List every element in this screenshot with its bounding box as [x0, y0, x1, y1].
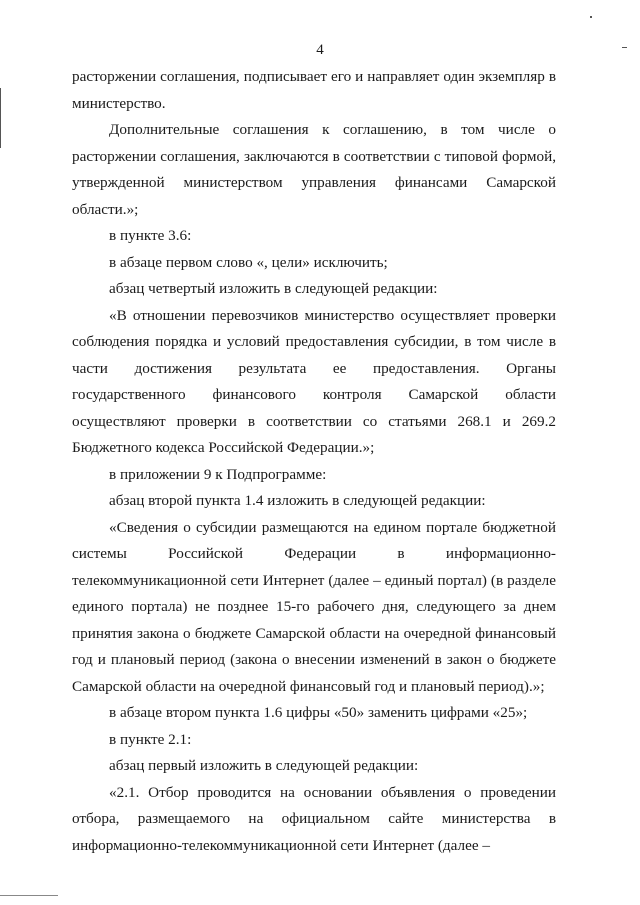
- paragraph-4: в абзаце первом слово «, цели» исключить;: [109, 253, 388, 271]
- paragraph-9: «Сведения о субсидии размещаются на едином портале бюджетной системы Российской Федерации в информационно-телекоммуникационной сети Интернет (далее – единый портал) (в разделе единого портала) не позднее 15-го рабочего дня, следующего за днем принятия закона о бюджете Самарской области на очередной финансовый год и плановый период (закона о внесении изменений в закон о бюджете Самарской области на очередной финансовый год и плановый период).»;: [72, 518, 556, 695]
- paragraph-6: «В отношении перевозчиков министерство осуществляет проверки соблюдения порядка и условий предоставления субсидии, в том числе в части достижения результата ее предоставления. Органы государственного финансового контроля Самарской области осуществляют проверки в соответствии со статьями 268.1 и 269.2 Бюджетного кодекса Российской Федерации.»;: [72, 306, 556, 456]
- paragraph-11: в пункте 2.1:: [109, 730, 192, 748]
- paragraph-1: расторжении соглашения, подписывает его и направляет один экземпляр в министерство.: [72, 68, 556, 112]
- document-body: [72, 64, 556, 859]
- paragraph-2: Дополнительные соглашения к соглашению, в том числе о расторжении соглашения, заключаются в соответствии с типовой формой, утвержденной министерством управления финансами Самарской области.»;: [72, 121, 556, 218]
- scan-mark-left-edge: [0, 88, 1, 148]
- paragraph-5: абзац четвертый изложить в следующей редакции:: [109, 280, 438, 297]
- paragraph-8: абзац второй пункта 1.4 изложить в следующей редакции:: [109, 492, 486, 509]
- paragraph-13: «2.1. Отбор проводится на основании объявления о проведении отбора, размещаемого на официальном сайте министерства в информационно-телекоммуникационной сети Интернет (далее –: [72, 783, 556, 854]
- scan-mark-bottom-left: [0, 895, 58, 896]
- page-number: 4: [316, 42, 324, 58]
- paragraph-3: в пункте 3.6:: [109, 227, 192, 244]
- paragraph-12: абзац первый изложить в следующей редакции:: [109, 757, 419, 774]
- paragraph-7: в приложении 9 к Подпрограмме:: [109, 465, 327, 483]
- scan-mark-top-right: [590, 16, 592, 18]
- scan-mark-right: [622, 47, 627, 48]
- paragraph-10: в абзаце втором пункта 1.6 цифры «50» заменить цифрами «25»;: [109, 704, 528, 721]
